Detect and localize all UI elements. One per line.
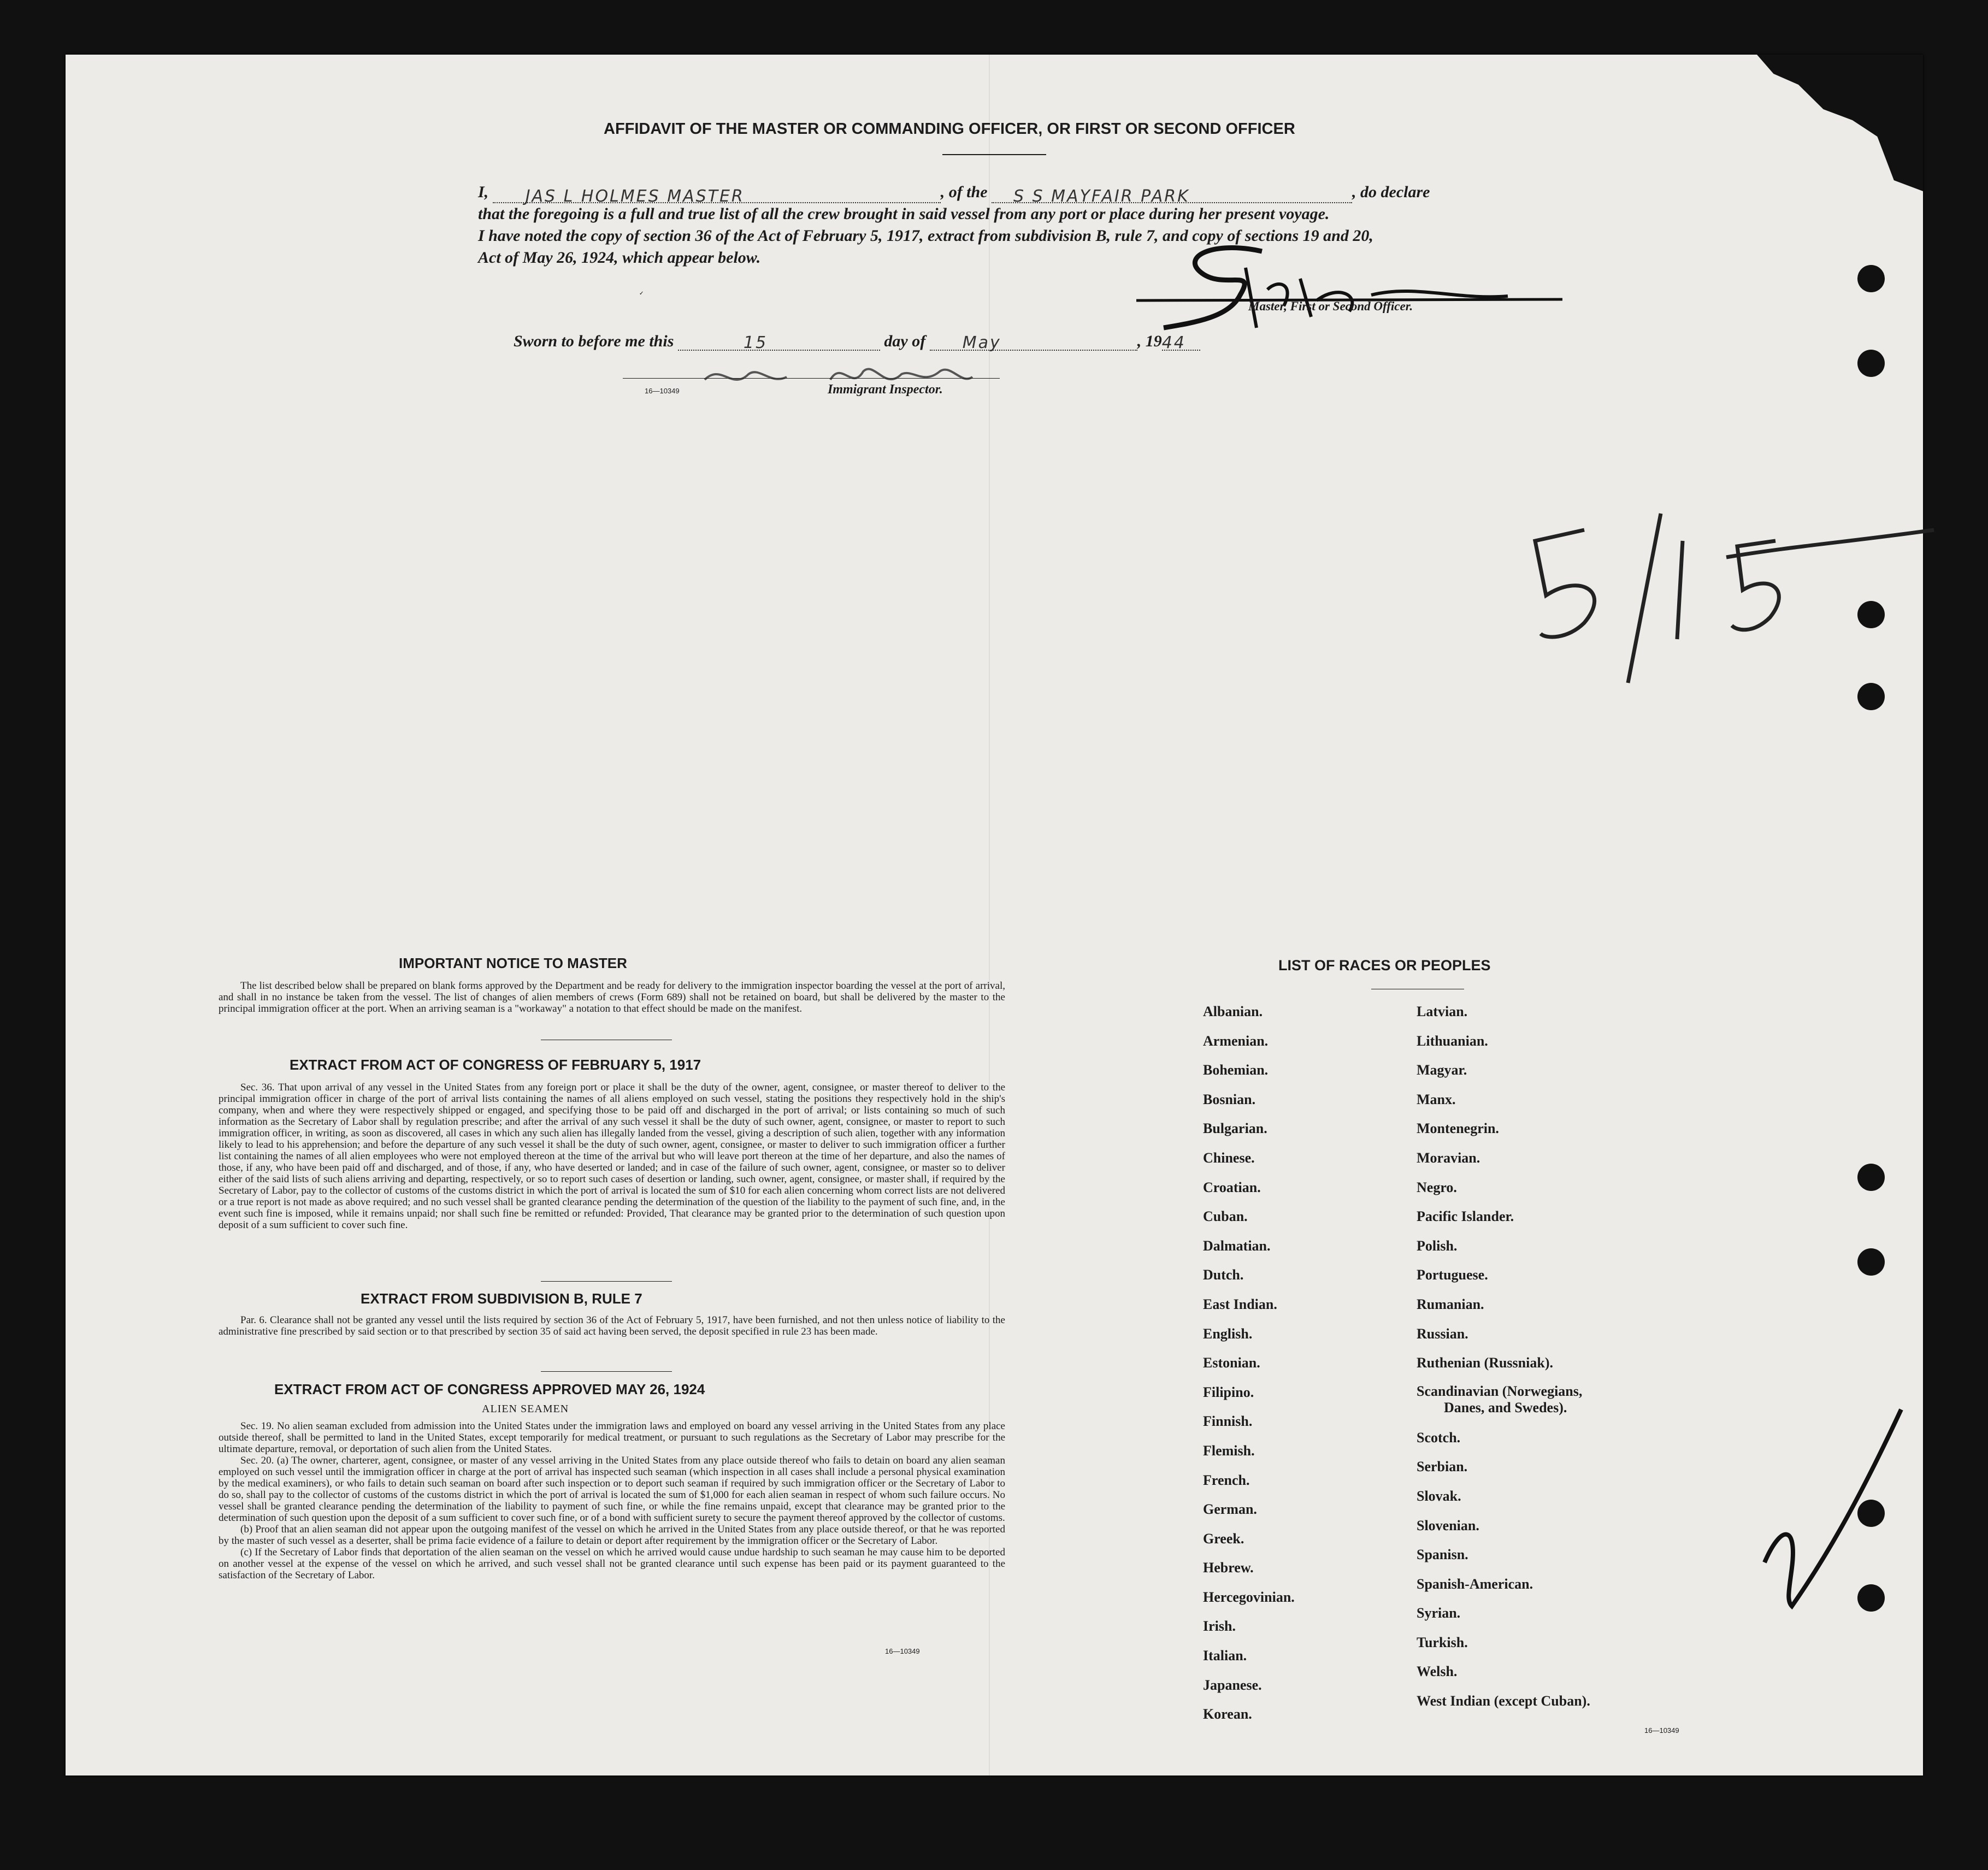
race-item: Albanian. <box>1203 1004 1263 1019</box>
declaration-line-3: I have noted the copy of section 36 of the Act of February 5, 1917, extract from subdivision B, rule 7, and copy of sections 19 and 20, <box>478 227 1373 245</box>
race-item: Spanisn. <box>1417 1547 1468 1563</box>
race-item: Latvian. <box>1417 1004 1468 1019</box>
race-item: Armenian. <box>1203 1033 1269 1049</box>
race-item: Ruthenian (Russniak). <box>1417 1355 1553 1371</box>
alien-seamen-subtitle: ALIEN SEAMEN <box>482 1403 569 1415</box>
race-item: Cuban. <box>1203 1208 1248 1225</box>
declaration-line-2: that the foregoing is a full and true list of all the crew brought in said vessel from any port or place during her present voyage. <box>478 205 1330 223</box>
race-item: Polish. <box>1417 1237 1458 1254</box>
race-item: Hercegovinian. <box>1203 1589 1295 1605</box>
master-signature <box>1131 235 1579 344</box>
race-item: Finnish. <box>1203 1413 1253 1430</box>
master-name-field: JAS L HOLMES MASTER <box>493 186 941 203</box>
race-item: Filipino. <box>1203 1384 1254 1400</box>
affidavit-title: AFFIDAVIT OF THE MASTER OR COMMANDING OFFICER, OR FIRST OR SECOND OFFICER <box>604 120 1295 138</box>
punch-hole <box>1857 1248 1885 1276</box>
svg-text:✓: ✓ <box>639 291 644 297</box>
race-item: Rumanian. <box>1417 1296 1484 1312</box>
race-item: Slovenian. <box>1417 1517 1479 1533</box>
race-item: Bohemian. <box>1203 1062 1269 1078</box>
extract-1924-text <box>219 1420 1005 1581</box>
form-number: 16—10349 <box>645 387 680 395</box>
sworn-day-field: 15 <box>678 333 880 351</box>
race-item: Dalmatian. <box>1203 1237 1271 1254</box>
race-item: Flemish. <box>1203 1442 1255 1459</box>
race-item: Turkish. <box>1417 1634 1468 1650</box>
race-item: Danes, and Swedes). <box>1444 1399 1567 1415</box>
race-item: Dutch. <box>1203 1267 1244 1283</box>
section-19: Sec. 19. No alien seaman excluded from admission into the United States under the immigration laws and employed on board any vessel arriving in the United States from any place outside thereof, shall be permitted to land in the United States, except temporarily for medical treatment, or pursuant to such regulations as the Secretary of Labor may prescribe for the ultimate departure, removal, or deportation of such alien from the United States. <box>219 1420 1005 1455</box>
section-rule <box>541 1281 672 1282</box>
race-item: Scotch. <box>1417 1429 1461 1446</box>
punch-hole <box>1857 350 1885 377</box>
race-item: Irish. <box>1203 1618 1236 1635</box>
signature-caption: Master, First or Second Officer. <box>1248 299 1413 313</box>
race-item: Croatian. <box>1203 1179 1261 1195</box>
race-item: Syrian. <box>1417 1605 1461 1621</box>
extract-1924-title: EXTRACT FROM ACT OF CONGRESS APPROVED MAY 26, 1924 <box>274 1381 705 1397</box>
sworn-line: Sworn to before me this 15 day of May , 1944 <box>514 332 1200 351</box>
extract-1917-title: EXTRACT FROM ACT OF CONGRESS OF FEBRUARY 5, 1917 <box>290 1057 701 1073</box>
race-item: Chinese. <box>1203 1149 1255 1166</box>
races-left-column <box>1203 997 1295 1729</box>
torn-corner <box>1715 55 1923 191</box>
title-rule <box>942 154 1046 155</box>
punch-hole <box>1857 1164 1885 1191</box>
race-item: Bulgarian. <box>1203 1120 1267 1137</box>
form-number: 16—10349 <box>885 1647 920 1655</box>
races-right-column <box>1417 997 1590 1716</box>
declaration-line-1: I, JAS L HOLMES MASTER , of the S S MAYFAIR PARK , do declare <box>478 183 1430 206</box>
race-item: French. <box>1203 1472 1250 1488</box>
extract-rule7-text: Par. 6. Clearance shall not be granted any vessel until the lists required by section 36 of the Act of February 5, 1917, have been furnished, and not then unless notice of liability to the administrative fine prescribed by said section or to that prescribed by section 35 of said act having been served, the deposit specified in rule 23 has been made. <box>219 1314 1005 1337</box>
race-item: Russian. <box>1417 1325 1468 1342</box>
sworn-year-field: 44 <box>1162 333 1200 351</box>
extract-1917-text: Sec. 36. That upon arrival of any vessel in the United States from any foreign port or place it shall be the duty of the owner, agent, consignee, or master thereof to deliver to the principal immigration officer in charge of the port of arrival lists containing the names of all aliens employed on such vessel, stating the positions they respectively hold in the ship's company, when and where they were respectively shipped or engaged, and specifying those to be paid off and discharged in the port of arrival; or lists containing so much of such information as the Secretary of Labor shall by regulation prescribe; and after the arrival of any such vessel it shall be the duty of such owner, agent, consignee, or master to report to such immigration officer, in writing, as soon as discovered, all cases in which any such alien has illegally landed from the vessel, giving a description of such alien, together with any information likely to lead to his apprehension; and before the departure of any such vessel it shall be the duty of such owner, agent, consignee, or master to deliver to such immigration officer a further list containing the names of all alien employees who were not employed thereon at the time of the arrival but who will leave port thereon at the time of her departure, and also the names of those, if any, who have been paid off and discharged, and of those, if any, who have deserted or landed; and in case of the failure of such owner, agent, consignee, or master so to deliver either of the said lists of such aliens arriving and departing, respectively, or so to report such cases of desertion or landing, such owner, agent, consignee, or master shall, if required by the Secretary of Labor, pay to the collector of customs of the customs district in which the port of arrival is located the sum of $10 for each alien concerning whom correct lists are not delivered or a true report is not made as above required; and no such vessel shall be granted clearance pending the determination of the question of the liability to the payment of such fine, and, in the event such fine is imposed, while it remains unpaid; nor shall such fine be remitted or refunded: Provided, That clearance may be granted prior to the determination of such question upon deposit of a sum sufficient to cover such fine. <box>219 1082 1005 1231</box>
race-item: German. <box>1203 1501 1257 1518</box>
race-item: Welsh. <box>1417 1663 1458 1680</box>
notice-text: The list described below shall be prepared on blank forms approved by the Department and be ready for delivery to the immigration inspector boarding the vessel at the port of arrival, and shall in no instance be taken from the vessel. The list of changes of alien members of crews (Form 689) shall not be retained on board, but shall be delivered by the master to the principal immigration officer at the port. When an arriving seaman is a "workaway" a notation to that effect should be made on the manifest. <box>219 980 1005 1014</box>
section-20c: (c) If the Secretary of Labor finds that deportation of the alien seaman on the vessel on which he arrived would cause undue hardship to such seaman he may cause him to be deported on another vessel at the expense of the vessel on which he arrived, and such vessel shall not be granted clearance until such expense has been paid or its payment guaranteed to the satisfaction of the Secretary of Labor. <box>219 1547 1005 1581</box>
race-item: Italian. <box>1203 1648 1247 1664</box>
race-item: Serbian. <box>1417 1459 1468 1475</box>
punch-hole <box>1857 265 1885 292</box>
race-item: Moravian. <box>1417 1149 1480 1166</box>
race-item: Lithuanian. <box>1417 1033 1488 1049</box>
section-rule <box>541 1371 672 1372</box>
inspector-signature-line <box>623 378 1000 379</box>
races-title: LIST OF RACES OR PEOPLES <box>1278 957 1491 974</box>
date-annotation-mark <box>1519 508 1956 705</box>
sworn-month-field: May <box>930 333 1137 351</box>
vessel-name-field: S S MAYFAIR PARK <box>992 186 1352 203</box>
race-item: English. <box>1203 1325 1253 1342</box>
race-item: Montenegrin. <box>1417 1120 1499 1137</box>
race-item: Portuguese. <box>1417 1267 1488 1283</box>
race-item: Greek. <box>1203 1530 1244 1547</box>
race-item: Estonian. <box>1203 1355 1260 1371</box>
race-item: Japanese. <box>1203 1677 1262 1693</box>
document-sheet <box>66 55 1923 1775</box>
declaration-line-4: Act of May 26, 1924, which appear below. <box>478 249 761 267</box>
race-item: Negro. <box>1417 1179 1457 1195</box>
race-item: West Indian (except Cuban). <box>1417 1693 1590 1709</box>
section-20a: Sec. 20. (a) The owner, charterer, agent, consignee, or master of any vessel arriving in the United States from any place outside thereof who fails to detain on board any alien seaman employed on such vessel until the immigration officer in charge at the port of arrival has inspected such seaman (which inspection in all cases shall include a personal physical examination by the medical examiners), or who fails to detain such seaman on board after such inspection or to deport such seaman if required by such immigration officer or the Secretary of Labor to do so, shall pay to the collector of customs of the customs district in which the port of arrival is located the sum of $1,000 for each alien seaman in respect of whom such failure occurs. No vessel shall be granted clearance pending the determination of the liability to payment of such fine, or while the fine remains unpaid, except that clearance may be granted prior to the determination of such question upon the deposit of a sum sufficient to cover such fine, or of a bond with sufficient surety to secure the payment thereof approved by the collector of customs. <box>219 1455 1005 1524</box>
notice-title: IMPORTANT NOTICE TO MASTER <box>399 955 627 971</box>
race-item: Bosnian. <box>1203 1091 1256 1107</box>
race-item: East Indian. <box>1203 1296 1277 1312</box>
race-item: Manx. <box>1417 1091 1456 1107</box>
race-item: Korean. <box>1203 1706 1252 1722</box>
section-20b: (b) Proof that an alien seaman did not appear upon the outgoing manifest of the vessel on which he arrived in the United States from any place outside thereof, or that he was reported by the master of such vessel as a deserter, shall be prima facie evidence of a failure to detain or deport after requirement by the immigration officer or the Secretary of Labor. <box>219 1524 1005 1547</box>
race-item: Pacific Islander. <box>1417 1208 1514 1225</box>
extract-rule7-title: EXTRACT FROM SUBDIVISION B, RULE 7 <box>361 1290 642 1307</box>
race-item: Magyar. <box>1417 1062 1467 1078</box>
race-item: Scandinavian (Norwegians, <box>1417 1383 1583 1399</box>
form-number: 16—10349 <box>1644 1726 1679 1735</box>
inspector-caption: Immigrant Inspector. <box>828 382 943 397</box>
race-item: Slovak. <box>1417 1488 1461 1504</box>
race-item: Hebrew. <box>1203 1560 1254 1576</box>
race-item: Spanish-American. <box>1417 1576 1533 1592</box>
